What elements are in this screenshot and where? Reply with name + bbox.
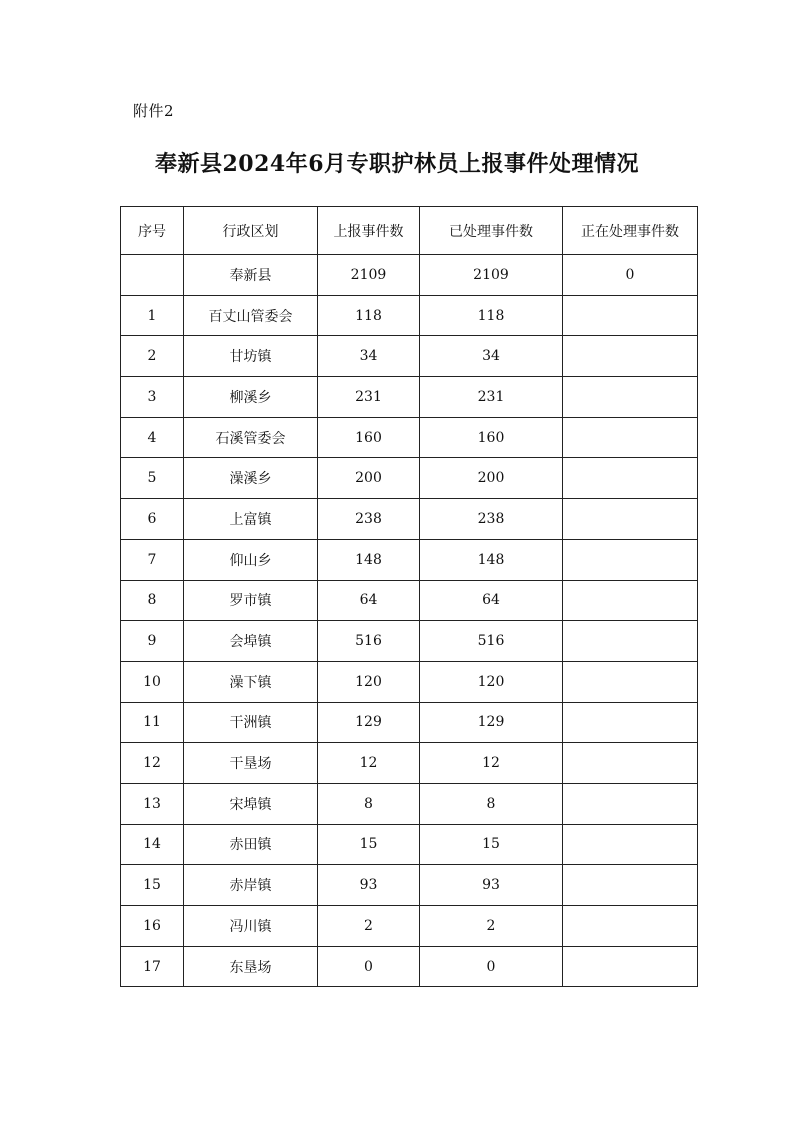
header-row — [121, 207, 698, 255]
cell-reported: 12 — [318, 743, 420, 784]
cell-processed: 129 — [420, 702, 563, 743]
cell-region: 会埠镇 — [184, 621, 318, 662]
cell-processing — [563, 824, 698, 865]
table-row — [121, 906, 698, 947]
cell-reported: 120 — [318, 661, 420, 702]
cell-processed: 231 — [420, 377, 563, 418]
cell-serial: 8 — [121, 580, 184, 621]
cell-processed: 2109 — [420, 255, 563, 296]
cell-reported: 8 — [318, 783, 420, 824]
table-row — [121, 824, 698, 865]
cell-processed: 118 — [420, 295, 563, 336]
cell-processed: 160 — [420, 417, 563, 458]
cell-reported: 160 — [318, 417, 420, 458]
cell-region: 奉新县 — [184, 255, 318, 296]
cell-region: 甘坊镇 — [184, 336, 318, 377]
header-serial: 序号 — [121, 207, 184, 255]
table-body — [121, 255, 698, 987]
table-row — [121, 295, 698, 336]
table-row — [121, 783, 698, 824]
cell-serial: 14 — [121, 824, 184, 865]
cell-processing — [563, 661, 698, 702]
cell-serial: 2 — [121, 336, 184, 377]
cell-serial: 7 — [121, 539, 184, 580]
cell-reported: 64 — [318, 580, 420, 621]
cell-serial: 3 — [121, 377, 184, 418]
page-title: 奉新县2024年6月专职护林员上报事件处理情况 — [154, 151, 640, 177]
cell-reported: 34 — [318, 336, 420, 377]
cell-serial: 4 — [121, 417, 184, 458]
cell-reported: 238 — [318, 499, 420, 540]
cell-processing — [563, 906, 698, 947]
cell-serial: 17 — [121, 946, 184, 987]
cell-processing — [563, 377, 698, 418]
table-row — [121, 539, 698, 580]
header-reported: 上报事件数 — [318, 207, 420, 255]
cell-processed: 34 — [420, 336, 563, 377]
cell-reported: 0 — [318, 946, 420, 987]
header-processed: 已处理事件数 — [420, 207, 563, 255]
table-row — [121, 946, 698, 987]
cell-processing — [563, 458, 698, 499]
attachment-label: 附件2 — [133, 102, 175, 120]
cell-region: 澡下镇 — [184, 661, 318, 702]
cell-reported: 148 — [318, 539, 420, 580]
table-row — [121, 621, 698, 662]
table-row — [121, 661, 698, 702]
cell-processing — [563, 865, 698, 906]
cell-processed: 8 — [420, 783, 563, 824]
table-row-total — [121, 255, 698, 296]
cell-region: 上富镇 — [184, 499, 318, 540]
cell-reported: 129 — [318, 702, 420, 743]
cell-serial: 12 — [121, 743, 184, 784]
cell-serial: 11 — [121, 702, 184, 743]
cell-region: 罗市镇 — [184, 580, 318, 621]
cell-serial: 5 — [121, 458, 184, 499]
cell-processing — [563, 499, 698, 540]
cell-reported: 15 — [318, 824, 420, 865]
cell-serial: 9 — [121, 621, 184, 662]
cell-processed: 64 — [420, 580, 563, 621]
table-header — [121, 207, 698, 255]
cell-region: 宋埠镇 — [184, 783, 318, 824]
cell-processing — [563, 743, 698, 784]
cell-processing — [563, 336, 698, 377]
cell-serial: 13 — [121, 783, 184, 824]
cell-processing — [563, 946, 698, 987]
cell-serial: 15 — [121, 865, 184, 906]
cell-serial: 6 — [121, 499, 184, 540]
cell-processing — [563, 539, 698, 580]
cell-region: 赤岸镇 — [184, 865, 318, 906]
cell-processing — [563, 702, 698, 743]
cell-processing — [563, 295, 698, 336]
table-row — [121, 743, 698, 784]
table-row — [121, 458, 698, 499]
cell-region: 澡溪乡 — [184, 458, 318, 499]
table-row — [121, 417, 698, 458]
cell-processed: 148 — [420, 539, 563, 580]
report-table — [120, 206, 698, 987]
cell-region: 东垦场 — [184, 946, 318, 987]
cell-serial: 16 — [121, 906, 184, 947]
cell-processed: 0 — [420, 946, 563, 987]
cell-processed: 238 — [420, 499, 563, 540]
cell-reported: 2 — [318, 906, 420, 947]
cell-region: 干洲镇 — [184, 702, 318, 743]
table-row — [121, 702, 698, 743]
cell-region: 百丈山管委会 — [184, 295, 318, 336]
cell-processed: 2 — [420, 906, 563, 947]
table-row — [121, 499, 698, 540]
cell-reported: 231 — [318, 377, 420, 418]
cell-reported: 200 — [318, 458, 420, 499]
cell-reported: 2109 — [318, 255, 420, 296]
cell-processed: 15 — [420, 824, 563, 865]
table-row — [121, 336, 698, 377]
cell-processing: 0 — [563, 255, 698, 296]
cell-processed: 120 — [420, 661, 563, 702]
header-region: 行政区划 — [184, 207, 318, 255]
cell-serial: 10 — [121, 661, 184, 702]
cell-serial: 1 — [121, 295, 184, 336]
cell-reported: 516 — [318, 621, 420, 662]
header-processing: 正在处理事件数 — [563, 207, 698, 255]
cell-region: 石溪管委会 — [184, 417, 318, 458]
cell-region: 赤田镇 — [184, 824, 318, 865]
table-row — [121, 580, 698, 621]
cell-region: 干垦场 — [184, 743, 318, 784]
table-row — [121, 865, 698, 906]
cell-region: 仰山乡 — [184, 539, 318, 580]
cell-processed: 200 — [420, 458, 563, 499]
cell-processed: 12 — [420, 743, 563, 784]
cell-region: 冯川镇 — [184, 906, 318, 947]
table-row — [121, 377, 698, 418]
cell-serial — [121, 255, 184, 296]
cell-region: 柳溪乡 — [184, 377, 318, 418]
cell-reported: 118 — [318, 295, 420, 336]
cell-reported: 93 — [318, 865, 420, 906]
cell-processing — [563, 417, 698, 458]
cell-processing — [563, 621, 698, 662]
cell-processed: 93 — [420, 865, 563, 906]
cell-processed: 516 — [420, 621, 563, 662]
cell-processing — [563, 783, 698, 824]
cell-processing — [563, 580, 698, 621]
